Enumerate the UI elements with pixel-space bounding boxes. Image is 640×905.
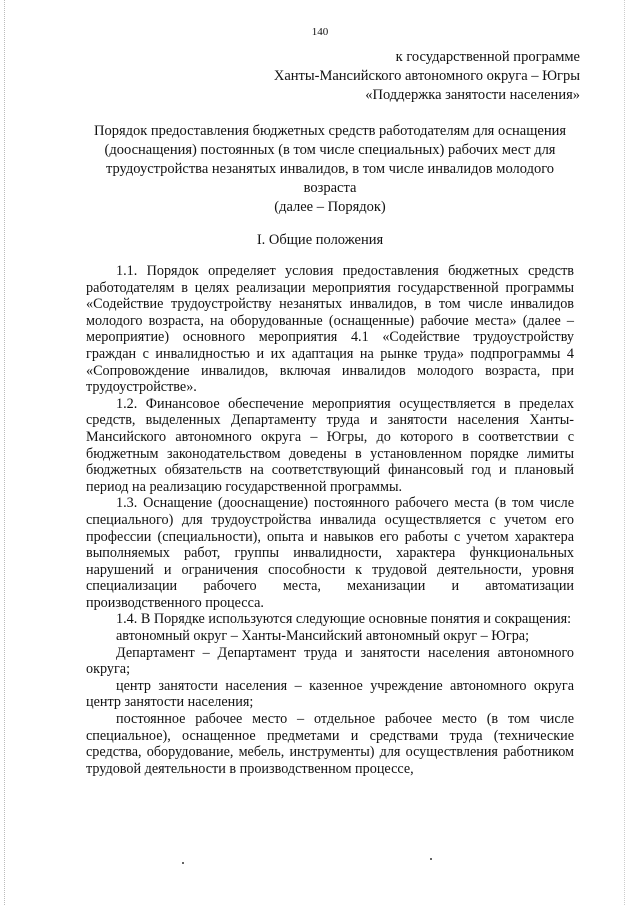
definition-department: Департамент – Департамент труда и занятости населения автономного округа;: [86, 644, 574, 678]
appendix-line: «Поддержка занятости населения»: [365, 87, 580, 103]
appendix-header: [274, 48, 580, 105]
scan-speck: [182, 862, 184, 864]
document-title: [80, 122, 580, 217]
appendix-line: к государственной программе: [395, 49, 580, 65]
title-line: возраста: [303, 180, 357, 196]
title-line: трудоустройства незанятых инвалидов, в том числе инвалидов молодого: [105, 161, 555, 177]
scan-edge-right: [624, 0, 626, 905]
definition-autonomous-okrug: автономный округ – Ханты-Мансийский автономный округ – Югра;: [116, 628, 530, 645]
page-number: 140: [311, 26, 329, 38]
paragraph-1-4: 1.4. В Порядке используются следующие основные понятия и сокращения:: [116, 611, 572, 628]
section-heading: I. Общие положения: [256, 232, 384, 248]
paragraph-1-2: 1.2. Финансовое обеспечение мероприятия осуществляется в пределах средств, выделенных Департаменту труда и занятости населения Ханты-Мансийского автономного округа – Югры, до которого в соответствии с бюджетным законодательством доведены в установленном порядке лимиты бюджетных обязательств на соответствующий финансовый год и плановый период на реализацию государственной программы.: [86, 395, 574, 495]
appendix-line: Ханты-Мансийского автономного округа – Югры: [273, 68, 580, 84]
definition-permanent-workplace: постоянное рабочее место – отдельное рабочее место (в том числе специальное), оснащенное предметами и средствами труда (технические средства, оборудование, мебель, инструменты) для осуществления работником трудовой деятельности в производственном процессе,: [86, 711, 574, 777]
document-body: [86, 263, 574, 777]
title-line: (дооснащения) постоянных (в том числе специальных) рабочих мест для: [104, 142, 556, 158]
scan-speck: [430, 858, 432, 860]
scan-edge-left: [4, 0, 6, 905]
title-line: Порядок предоставления бюджетных средств работодателям для оснащения: [93, 123, 567, 139]
definition-employment-center: центр занятости населения – казенное учреждение автономного округа центр занятости населения;: [86, 677, 574, 711]
paragraph-1-1: 1.1. Порядок определяет условия предоставления бюджетных средств работодателям в целях реализации мероприятия государственной программы «Содействие трудоустройству незанятых инвалидов, в том числе инвалидов молодого возраста, на оборудованные (оснащенные) рабочие места» (далее – мероприятие) основного мероприятия 4.1 «Содействие трудоустройству граждан с инвалидностью и их адаптация на рынке труда» подпрограммы 4 «Сопровождение инвалидов, включая инвалидов молодого возраста, при трудоустройстве».: [86, 263, 574, 396]
paragraph-1-3: 1.3. Оснащение (дооснащение) постоянного рабочего места (в том числе специального) для трудоустройства инвалида осуществляется с учетом его профессии (специальности), опыта и навыков его работы с учетом характера выполняемых работ, группы инвалидности, характера функциональных нарушений и ограничения способности к трудовой деятельности, уровня специализации рабочего места, механизации и автоматизации производственного процесса.: [86, 495, 574, 611]
title-line: (далее – Порядок): [274, 199, 386, 215]
